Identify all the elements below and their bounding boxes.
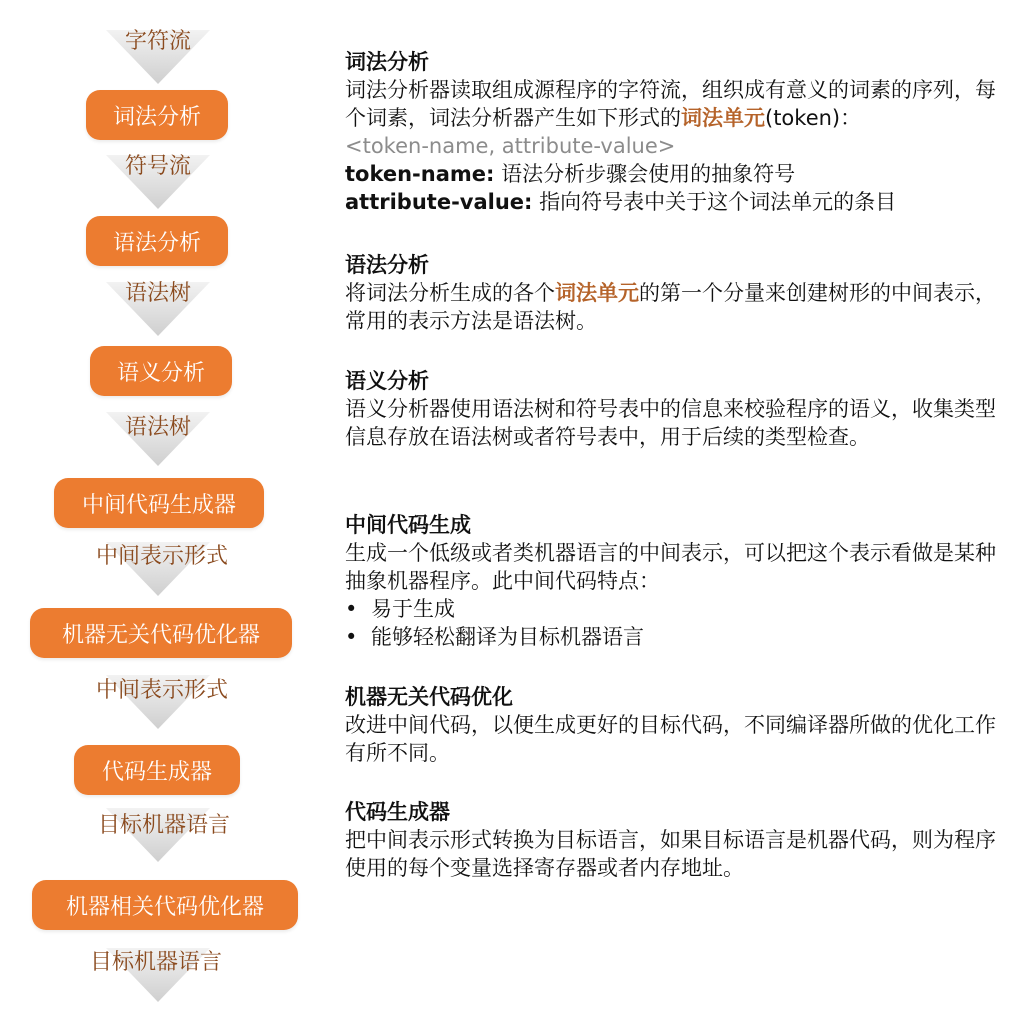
section-title: 语法分析 (345, 253, 429, 277)
flow-label-target-lang-2: 目标机器语言 (89, 950, 223, 975)
section-ir (345, 511, 1005, 651)
stage-machine-independent-optimizer: 机器无关代码优化器 (30, 608, 292, 658)
token-name-line: token-name: 语法分析步骤会使用的抽象符号 (345, 162, 796, 186)
section-body: 生成一个低级或者类机器语言的中间表示，可以把这个表示看做是某种抽象机器程序。此中间代码特点： (345, 541, 996, 593)
stage-ir-generator: 中间代码生成器 (54, 478, 264, 528)
section-title: 机器无关代码优化 (345, 685, 513, 709)
bullet-item: • 易于生成 (345, 595, 1005, 623)
highlight-term: 词法单元 (681, 106, 765, 130)
section-body: 把中间表示形式转换为目标语言，如果目标语言是机器代码，则为程序使用的每个变量选择寄存器或者内存地址。 (345, 828, 996, 880)
token-format: <token-name, attribute-value> (345, 134, 676, 158)
flow-label-target-lang-1: 目标机器语言 (97, 813, 231, 838)
flow-label-char-stream: 字符流 (124, 29, 192, 54)
stage-semantic-analysis: 语义分析 (90, 346, 232, 396)
section-codegen (345, 798, 1005, 882)
flow-label-token-stream: 符号流 (124, 154, 192, 179)
section-syntax (345, 251, 1005, 335)
section-title: 词法分析 (345, 50, 429, 74)
section-lexical (345, 48, 1005, 216)
flow-label-ir-2: 中间表示形式 (95, 678, 229, 703)
section-optimization (345, 683, 1005, 767)
section-semantic (345, 367, 1005, 451)
stage-machine-dependent-optimizer: 机器相关代码优化器 (32, 880, 298, 930)
flow-label-ir-1: 中间表示形式 (95, 544, 229, 569)
highlight-term: 词法单元 (555, 281, 639, 305)
section-title: 代码生成器 (345, 800, 450, 824)
attribute-value-line: attribute-value: 指向符号表中关于这个词法单元的条目 (345, 190, 897, 214)
section-body: 语义分析器使用语法树和符号表中的信息来校验程序的语义，收集类型信息存放在语法树或者符号表中，用于后续的类型检查。 (345, 397, 996, 449)
flow-label-syntax-tree-2: 语法树 (124, 415, 192, 440)
stage-code-generator: 代码生成器 (74, 745, 240, 795)
section-title: 语义分析 (345, 369, 429, 393)
bullet-item: • 能够轻松翻译为目标机器语言 (345, 623, 1005, 651)
stage-syntax-analysis: 语法分析 (86, 216, 228, 266)
stage-lexical-analysis: 词法分析 (86, 90, 228, 140)
section-body: 将词法分析生成的各个词法单元的第一个分量来创建树形的中间表示，常用的表示方法是语法树。 (345, 281, 996, 333)
flow-label-syntax-tree-1: 语法树 (124, 281, 192, 306)
section-body: 改进中间代码，以便生成更好的目标代码，不同编译器所做的优化工作有所不同。 (345, 713, 996, 765)
section-title: 中间代码生成 (345, 513, 471, 537)
section-body: 词法分析器读取组成源程序的字符流，组织成有意义的词素的序列，每个词素，词法分析器产生如下形式的词法单元(token)： (345, 78, 996, 130)
